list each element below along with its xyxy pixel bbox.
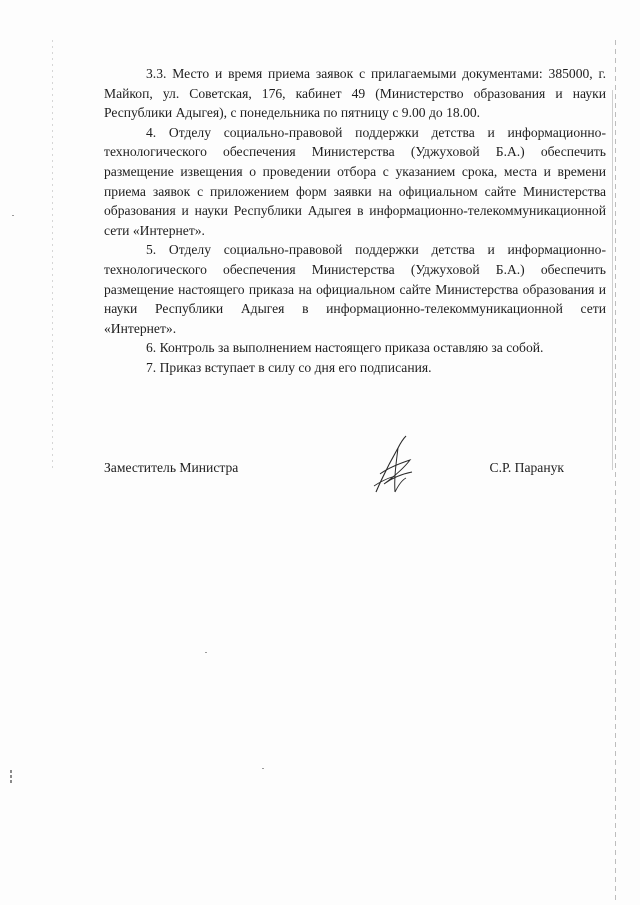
handwritten-signature <box>368 434 418 496</box>
scan-speck <box>205 652 207 653</box>
paragraph-3-3: 3.3. Место и время приема заявок с прилагаемыми документами: 385000, г. Майкоп, ул. Советская, 176, кабинет 49 (Министерство образования и науки Республики Адыгея), с понедельника по пятницу с 9.00 до 18.00. <box>104 66 606 121</box>
scan-edge-artifact <box>10 770 12 784</box>
scan-speck <box>262 768 264 769</box>
document-body <box>104 64 606 378</box>
scan-edge-artifact <box>52 40 53 470</box>
signatory-position: Заместитель Министра <box>104 460 239 475</box>
paragraph-4: 4. Отделу социально-правовой поддержки детства и информационно-технологического обеспечения Министерства (Уджуховой Б.А.) обеспечить размещение извещения о проведении отбора с указанием срока, места и времени приема заявок с приложением форм заявки на официальном сайте Министерства образования и науки Республики Адыгея в информационно-телекоммуникационной сети «Интернет». <box>104 124 606 238</box>
scan-edge-artifact <box>615 40 616 900</box>
signature-block <box>104 456 564 496</box>
paragraph-6: 6. Контроль за выполнением настоящего приказа оставляю за собой. <box>146 340 544 356</box>
paragraph-5: 5. Отделу социально-правовой поддержки детства и информационно-технологического обеспечения Министерства (Уджуховой Б.А.) обеспечить размещение настоящего приказа на официальном сайте Министерства образования и науки Республики Адыгея в информационно-телекоммуникационной сети «Интернет». <box>104 242 606 336</box>
scan-speck <box>12 215 14 216</box>
signatory-name: С.Р. Паранук <box>489 460 564 475</box>
scan-edge-artifact <box>612 90 613 470</box>
paragraph-7: 7. Приказ вступает в силу со дня его подписания. <box>146 359 432 375</box>
